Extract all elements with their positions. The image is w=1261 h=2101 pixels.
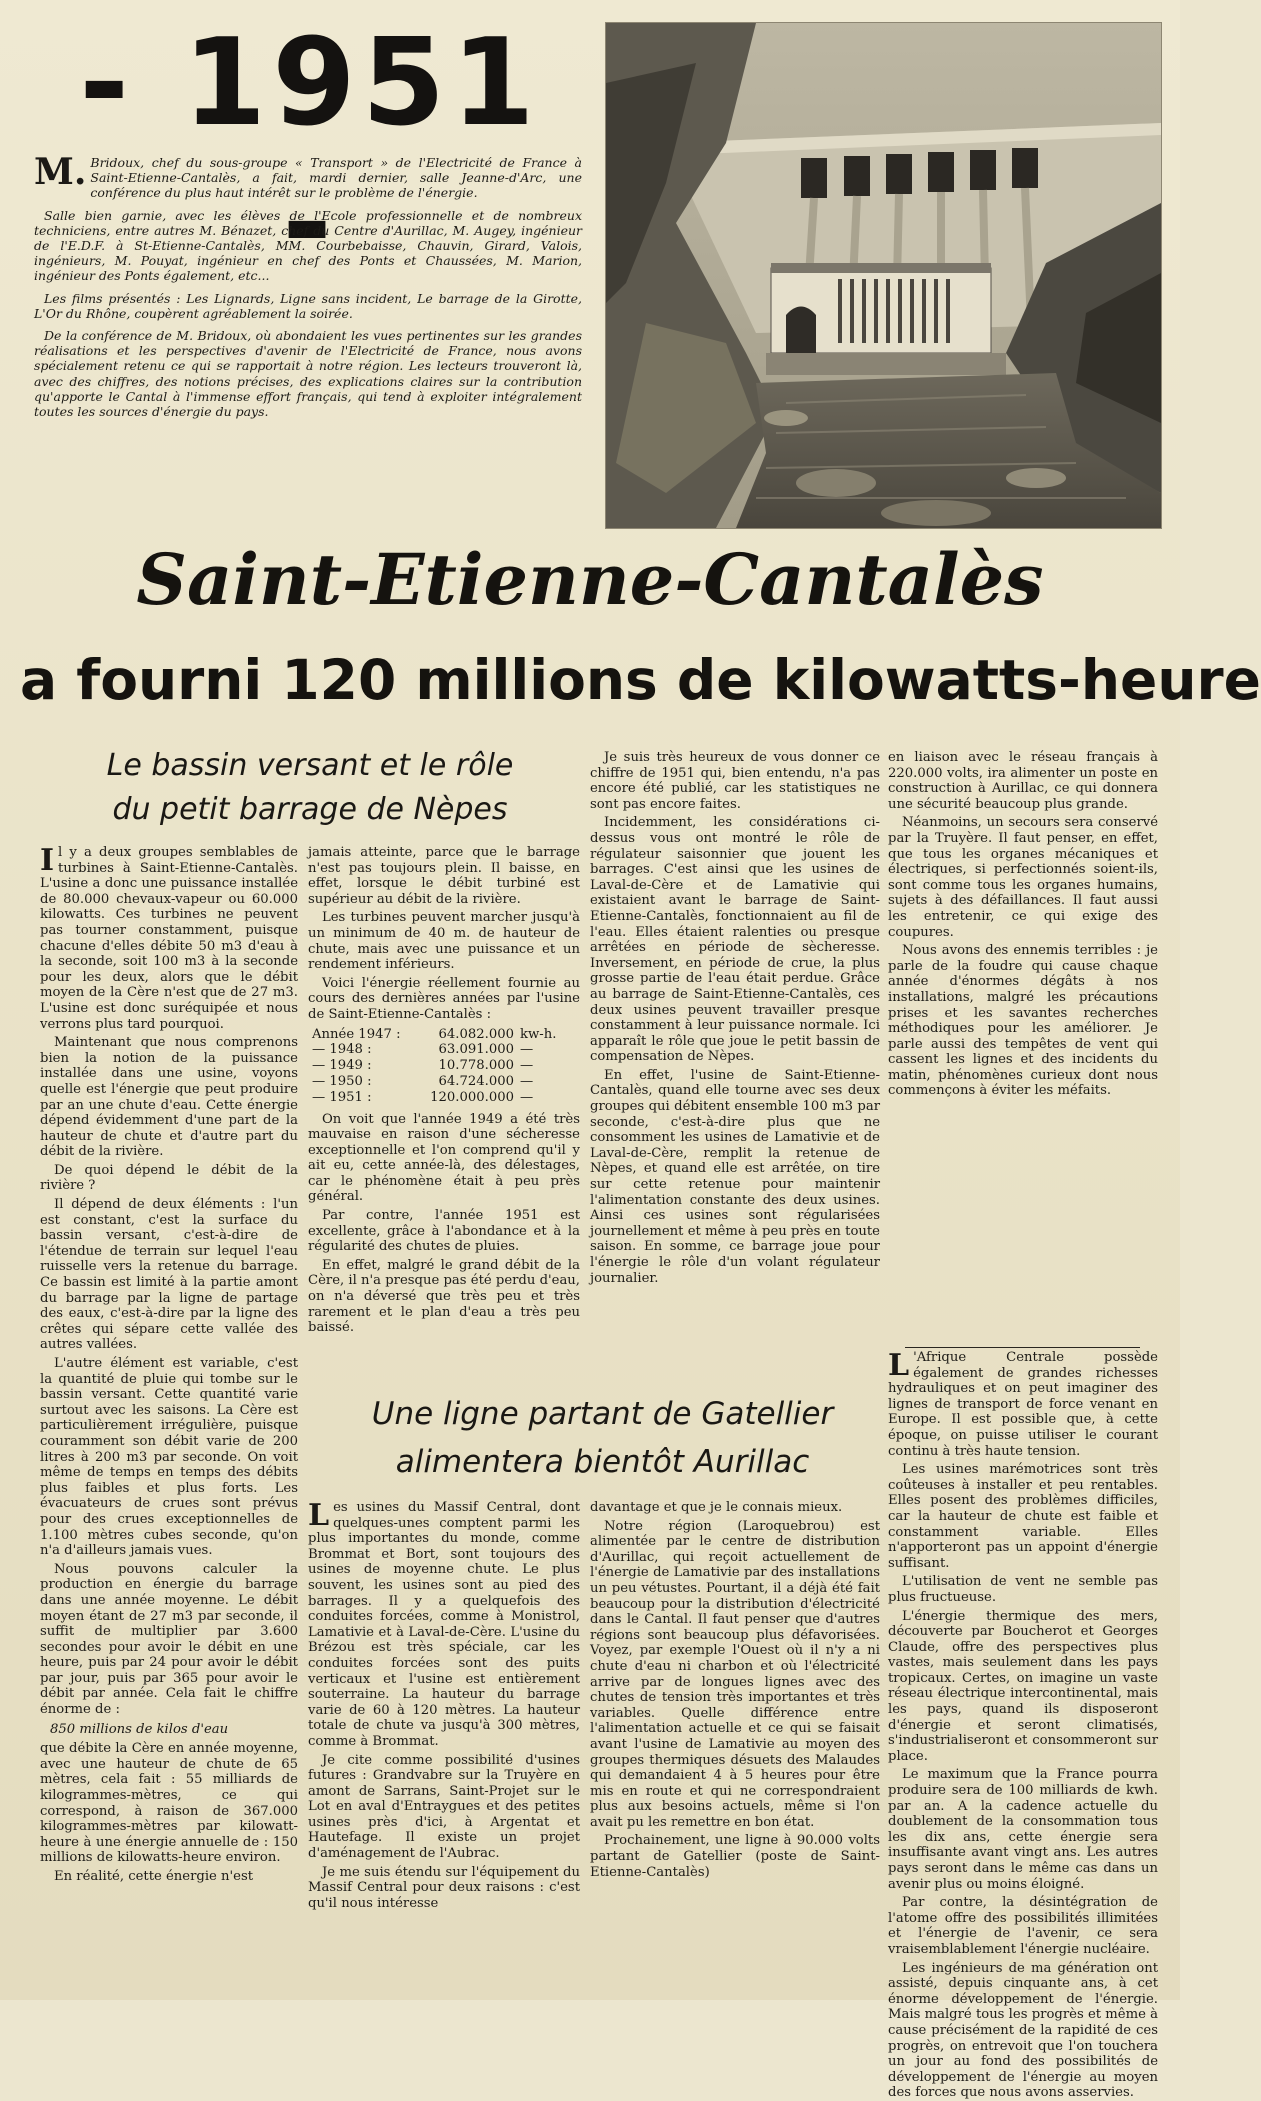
article-column-7 bbox=[590, 1500, 880, 1990]
table-year: Année 1947 : bbox=[312, 1026, 401, 1042]
paragraph: Je suis très heureux de vous donner ce chiffre de 1951 qui, bien entendu, n'a pas encore été publié, car les statistiques ne sont pas encore faites. bbox=[590, 750, 880, 812]
table-row bbox=[312, 1090, 580, 1106]
paragraph: Les usines marémotrices sont très coûteuses à installer et peu rentables. Elles posent des problèmes difficiles, car la hauteur de chute est faible et constamment variable. Elles n'apporteront pas un appoint d'énergie suffisant. bbox=[888, 1462, 1158, 1571]
paragraph: en liaison avec le réseau français à 220.000 volts, ira alimenter un poste en construction à Aurillac, ce qui donnera une sécurité beaucoup plus grande. bbox=[888, 750, 1158, 812]
article-column-2 bbox=[308, 845, 580, 1380]
paragraph: Les usines du Massif Central, dont quelques-unes comptent parmi les plus importantes du monde, comme Brommat et Bort, sont toujours des usines de moyenne chute. Le plus souvent, les usines sont au pied des barrages. Il y a quelquefois des conduites forcées, comme à Monistrol, Lamativie et à Laval-de-Cère. L'usine du Brézou est très spéciale, car les conduites forcées sont des puits verticaux et l'usine est entièrement souterraine. La hauteur du barrage varie de 60 à 120 mètres. La hauteur totale de chute va jusqu'à 300 mètres, comme à Brommat. bbox=[308, 1498, 580, 1749]
energy-table bbox=[312, 1027, 580, 1106]
paragraph: Les ingénieurs de ma génération ont assisté, depuis cinquante ans, à cet énorme développement de l'énergie. Mais malgré tous les progrès et même à cause précisément de la rapidité de ces progrès, on entrevoit que l'on touchera un jour au fond des possibilités de développement de l'énergie au moyen des forces que nous avons asservies. bbox=[888, 1960, 1158, 2101]
table-value: 64.082.000 bbox=[438, 1026, 514, 1042]
paragraph: Par contre, la désintégration de l'atome offre des possibilités illimitées et l'énergie de l'avenir, ce sera vraisemblablement l'énergie nucléaire. bbox=[888, 1895, 1158, 1957]
article-column-4 bbox=[888, 750, 1158, 1345]
paragraph: De quoi dépend le débit de la rivière ? bbox=[40, 1162, 298, 1194]
article-column-5 bbox=[888, 1348, 1158, 2101]
table-year: — 1948 : bbox=[312, 1042, 372, 1058]
intro-paragraph: Les films présentés : Les Lignards, Ligne sans incident, Le barrage de la Girotte, L'Or du Rhône, coupèrent agréablement la soirée. bbox=[34, 290, 582, 321]
table-row bbox=[312, 1074, 580, 1090]
paragraph: Notre région (Laroquebrou) est alimentée par le centre de distribution d'Aurillac, qui reçoit actuellement de l'énergie de Lamativie par des installations un peu vétustes. Pourtant, il a déjà été fait beaucoup pour la distribution d'électricité dans le Cantal. Il faut penser que d'autres régions sont beaucoup plus défavorisées. Voyez, par exemple l'Ouest où il n'y a ni chute d'eau ni charbon et où l'électricité arrive par de longues lignes avec des chutes de tension très importantes et très variables. Quelle différence entre l'alimentation actuelle et ce qui se faisait avant l'usine de Lamativie au moyen des groupes thermiques désuets des Malaudes qui demandaient 4 à 5 heures pour être mis en route et qui ne correspondraient plus aux besoins actuels, même si l'on avait pu les remettre en bon état. bbox=[590, 1518, 880, 1830]
section-heading-line: du petit barrage de Nèpes bbox=[112, 792, 508, 827]
paragraph: Le maximum que la France pourra produire sera de 100 milliards de kwh. par an. A la cadence actuelle du doublement de la consommation tous les dix ans, cette énergie sera insuffisante avant vingt ans. Les autres pays seront dans le même cas dans un avenir plus ou moins éloigné. bbox=[888, 1767, 1158, 1892]
paragraph: L 'Afrique Centrale possède également de grandes richesses hydrauliques et on peut imaginer des lignes de transport de force venant en Europe. Il est possible que, à cette époque, on puisse utiliser le courant continu à très haute tension. bbox=[888, 1348, 1158, 1459]
table-year: — 1949 : bbox=[312, 1058, 372, 1074]
paragraph: L'utilisation de vent ne semble pas plus fructueuse. bbox=[888, 1574, 1158, 1605]
main-subheadline: a fourni 120 millions de kilowatts-heure bbox=[20, 648, 1261, 712]
paragraph: En réalité, cette énergie n'est bbox=[54, 1869, 254, 1884]
table-year: — 1950 : bbox=[312, 1073, 372, 1089]
paragraph: On voit que l'année 1949 a été très mauvaise en raison d'une sécheresse exceptionnelle et l'on comprend qu'il y ait eu, cette année-là, des délestages, car le phénomène était à peu près général. bbox=[308, 1111, 580, 1205]
paragraph: Il dépend de deux éléments : l'un est constant, c'est la surface du bassin versant, c'est-à-dire de l'étendue de terrain sur lequel l'eau ruisselle vers la retenue du barrage. Ce bassin est limité à la partie amont du barrage par la ligne de partage des eaux, c'est-à-dire par la ligne des crêtes qui sépare cette vallée des autres vallées. bbox=[40, 1197, 298, 1353]
table-value: 63.091.000 bbox=[438, 1042, 514, 1058]
paragraph: En effet, l'usine de Saint-Etienne-Cantalès, quand elle tourne avec ses deux groupes qui débitent ensemble 100 m3 par seconde, c'est-à-dire plus que ne consomment les usines de Lamativie et de Laval-de-Cère, remplit la retenue de Nèpes, et quand elle est arrêtée, on tire sur cette retenue pour maintenir l'alimentation constante des deux usines. Ainsi ces usines sont régularisées journellement et même à peu près en toute saison. En somme, ce barrage joue pour l'énergie le rôle d'un volant régulateur journalier. bbox=[590, 1067, 880, 1286]
highlight-figure: 850 millions de kilos d'eau bbox=[50, 1721, 229, 1737]
intro-paragraph: De la conférence de M. Bridoux, où abondaient les vues pertinentes sur les grandes réalisations et les perspectives d'avenir de l'Electricité de France, nous avons spécialement retenu ce qui se rapportait à notre région. Les lecteurs trouveront là, avec des chiffres, des notions précises, des explications claires sur la contribution qu'apporte le Cantal à l'immense effort français, qui tend à exploiter intégralement toutes les sources d'énergie du pays. bbox=[34, 328, 582, 420]
year-banner: - 1951 - bbox=[79, 14, 541, 293]
intro-paragraph: M. Bridoux, chef du sous-groupe « Transport » de l'Electricité de France à Saint-Etienne-Cantalès, a fait, mardi dernier, salle Jeanne-d'Arc, une conférence du plus haut intérêt sur le problème de l'énergie. bbox=[34, 151, 582, 201]
drop-letter: I bbox=[40, 843, 55, 878]
table-row bbox=[312, 1058, 580, 1074]
table-unit: kw-h. bbox=[520, 1026, 557, 1042]
paragraph: Les turbines peuvent marcher jusqu'à un minimum de 40 m. de hauteur de chute, mais avec une puissance et un rendement inférieurs. bbox=[308, 910, 580, 973]
paragraph: Maintenant que nous comprenons bien la notion de la puissance installée dans une usine, voyons quelle est l'énergie que peut produire par an une chute d'eau. Cette énergie dépend évidemment d'une part de la hauteur de chute et d'autre part du débit de la rivière. bbox=[40, 1035, 298, 1160]
table-unit: — bbox=[520, 1058, 534, 1074]
paragraph: Il y a deux groupes semblables de turbines à Saint-Etienne-Cantalès. L'usine a donc une puissance installée de 80.000 chevaux-vapeur ou 60.000 kilowatts. Ces turbines ne peuvent pas tourner constamment, puisque chacune d'elles débite 50 m3 d'eau à la seconde, soit 100 m3 à la seconde pour les deux, alors que le débit moyen de la Cère n'est que de 27 m3. L'usine est donc suréquipée et nous verrons plus tard pourquoi. bbox=[40, 843, 298, 1032]
paragraph: L'énergie thermique des mers, découverte par Boucherot et Georges Claude, offre des perspectives plus vastes, mais seulement dans les pays tropicaux. Certes, on imagine un vaste réseau électrique intercontinental, mais les pays, quand ils disposeront d'énergie et seront climatisés, s'industrialiseront et consommeront sur place. bbox=[888, 1608, 1158, 1764]
table-unit: — bbox=[520, 1073, 534, 1089]
paragraph: que débite la Cère en année moyenne, avec une hauteur de chute de 65 mètres, cela fait : 55 milliards de kilogrammes-mètres, ce qui correspond, à raison de 367.000 kilogrammes-mètres par kilowatt-heure à une énergie annuelle de : 150 millions de kilowatts-heure environ. bbox=[40, 1741, 298, 1866]
section-heading-line: alimentera bientôt Aurillac bbox=[395, 1444, 810, 1480]
intro-paragraph: Salle bien garnie, avec les élèves de l'Ecole professionnelle et de nombreux techniciens, entre autres M. Bénazet, chef du Centre d'Aurillac, M. Augey, ingénieur de l'E.D.F. à St-Etienne-Cantalès, MM. Courbebaisse, Chauvin, Girard, Valois, ingénieurs, M. Pouyat, ingénieur en chef des Ponts et Chaussées, M. Marion, ingénieur des Ponts également, etc... bbox=[34, 207, 582, 284]
paragraph: davantage et que je le connais mieux. bbox=[590, 1500, 843, 1515]
drop-letter: M. bbox=[34, 151, 87, 193]
section-heading-line: Une ligne partant de Gatellier bbox=[371, 1396, 834, 1432]
section-heading-ligne bbox=[310, 1390, 895, 1500]
article-column-3 bbox=[590, 750, 880, 1380]
table-unit: — bbox=[520, 1042, 534, 1058]
paragraph: Voici l'énergie réellement fournie au cours des dernières années par l'usine de Saint-Etienne-Cantalès : bbox=[308, 975, 580, 1022]
drop-letter: L bbox=[888, 1348, 910, 1383]
paragraph: jamais atteinte, parce que le barrage n'est pas toujours plein. Il baisse, en effet, lorsque le débit turbiné est supérieur au débit de la rivière. bbox=[308, 845, 580, 907]
section-heading-line: Le bassin versant et le rôle bbox=[106, 748, 514, 783]
table-year: — 1951 : bbox=[312, 1089, 372, 1105]
dam-photo bbox=[605, 22, 1162, 529]
section-heading-bassin bbox=[40, 744, 580, 844]
paragraph: Nous pouvons calculer la production en énergie du barrage dans une année moyenne. Le débit moyen étant de 27 m3 par seconde, il suffit de multiplier par 3.600 secondes pour avoir le débit en une heure, puis par 24 pour avoir le débit par jour, puis par 365 pour avoir le débit par année. Cela fait le chiffre énorme de : bbox=[40, 1561, 298, 1718]
table-row bbox=[312, 1027, 580, 1043]
paragraph: Je me suis étendu sur l'équipement du Massif Central pour deux raisons : c'est qu'il nous intéresse bbox=[308, 1864, 580, 1911]
table-value: 10.778.000 bbox=[438, 1058, 514, 1074]
paragraph: Néanmoins, un secours sera conservé par la Truyère. Il faut penser, en effet, que tous les organes mécaniques et électriques, si perfectionnés soient-ils, sont comme tous les organes humains, sujets à des défaillances. Il faut aussi les entretenir, ce qui exige des coupures. bbox=[888, 815, 1158, 940]
drop-letter: L bbox=[308, 1498, 330, 1533]
article-column-1 bbox=[40, 845, 298, 1990]
main-headline: Saint-Etienne-Cantalès bbox=[136, 538, 1044, 621]
article-column-6 bbox=[308, 1500, 580, 1990]
table-value: 120.000.000 bbox=[430, 1089, 514, 1105]
column-divider bbox=[905, 1347, 1140, 1348]
table-row bbox=[312, 1042, 580, 1058]
paragraph: Incidemment, les considérations ci-dessus vous ont montré le rôle de régulateur saisonnier que jouent les barrages. C'est ainsi que les usines de Laval-de-Cère et de Lamativie qui existaient avant le barrage de Saint-Etienne-Cantalès, fonctionnaient au fil de l'eau. Elles étaient ralenties ou presque arrêtées en période de sècheresse. Inversement, en période de crue, la plus grosse partie de l'eau était perdue. Grâce au barrage de Saint-Etienne-Cantalès, ces deux usines peuvent travailler presque constamment à leur puissance normale. Ici apparaît le rôle que joue le petit bassin de compensation de Nèpes. bbox=[590, 815, 880, 1065]
paragraph: Par contre, l'année 1951 est excellente, grâce à l'abondance et à la régularité des chutes de pluies. bbox=[308, 1208, 580, 1255]
table-unit: — bbox=[520, 1089, 534, 1105]
paragraph: Nous avons des ennemis terribles : je parle de la foudre qui cause chaque année d'énormes dégâts à nos installations, malgré les précautions prises et les savantes recherches méthodiques pour les améliorer. Je parle aussi des tempêtes de vent qui cassent les lignes et des incidents du matin, phénomènes curieux dont nous commençons à éviter les méfaits. bbox=[888, 943, 1158, 1099]
table-value: 64.724.000 bbox=[438, 1073, 514, 1089]
paragraph: Prochainement, une ligne à 90.000 volts partant de Gatellier (poste de Saint-Etienne-Cantalès) bbox=[590, 1833, 880, 1880]
paragraph: Je cite comme possibilité d'usines futures : Grandvabre sur la Truyère en amont de Sarrans, Saint-Projet sur le Lot en aval d'Entraygues et des petites usines près d'ici, à Argentat et Hautefage. Il existe un projet d'aménagement de l'Aubrac. bbox=[308, 1752, 580, 1862]
paragraph: En effet, malgré le grand débit de la Cère, il n'a presque pas été perdu d'eau, on n'a déversé que très peu et très rarement et le plan d'eau a très peu baissé. bbox=[308, 1257, 580, 1336]
paragraph: L'autre élément est variable, c'est la quantité de pluie qui tombe sur le bassin versant. Cette quantité varie surtout avec les saisons. La Cère est particulièrement irrégulière, puisque couramment son débit varie de 200 litres à 200 m3 par seconde. On voit même de temps en temps des débits plus faibles et plus forts. Les évacuateurs de crues sont prévus pour des crues exceptionnelles de 1.100 mètres cubes seconde, qu'on n'a d'ailleurs jamais vues. bbox=[40, 1356, 298, 1559]
